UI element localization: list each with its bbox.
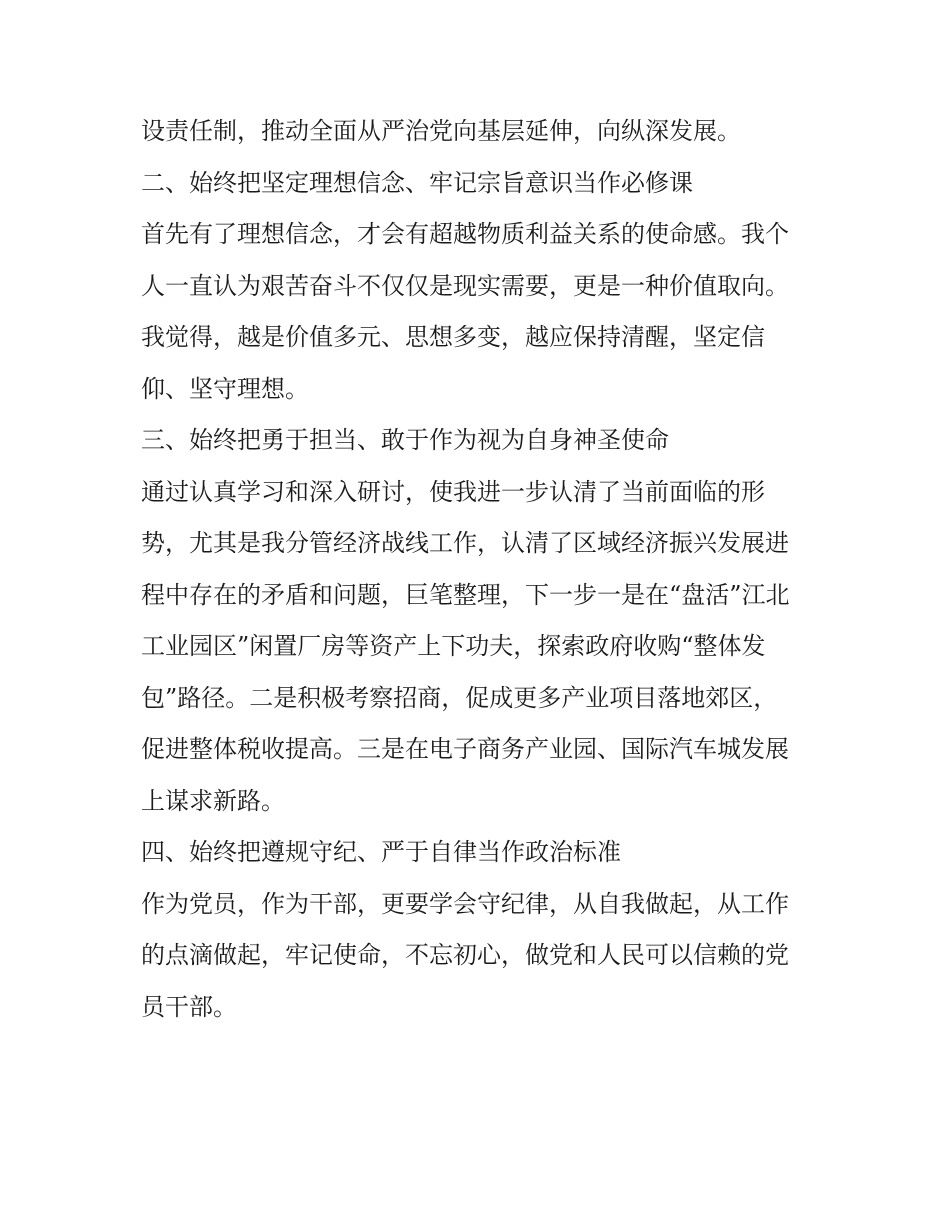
- section-heading-2: 二、始终把坚定理想信念、牢记宗旨意识当作必修课: [141, 168, 693, 197]
- body-text-line: 我觉得，越是价值多元、思想多变，越应保持清醒，坚定信: [141, 323, 765, 351]
- body-text-line: 上谋求新路。: [141, 786, 285, 815]
- body-text-line: 作为党员，作为干部，更要学会守纪律，从自我做起，从工作: [141, 889, 789, 918]
- body-text-line: 势，尤其是我分管经济战线工作，认清了区域经济振兴发展进: [141, 529, 789, 557]
- body-text-line: 工业园区”闲置厂房等资产上下功夫，探索政府收购“整体发: [141, 632, 766, 660]
- body-text-line: 包”路径。二是积极考察招商，促成更多产业项目落地郊区，: [141, 683, 778, 712]
- body-text-line: 程中存在的矛盾和问题，巨笔整理，下一步一是在“盘活”江北: [141, 580, 790, 609]
- body-text-line: 员干部。: [141, 992, 237, 1021]
- section-heading-3: 三、始终把勇于担当、敢于作为视为自身神圣使命: [141, 426, 669, 454]
- body-text-line: 设责任制，推动全面从严治党向基层延伸，向纵深发展。: [141, 117, 741, 145]
- section-heading-4: 四、始终把遵规守纪、严于自律当作政治标准: [141, 838, 621, 866]
- body-text-line: 仰、坚守理想。: [141, 374, 309, 403]
- body-text-line: 通过认真学习和深入研讨，使我进一步认清了当前面临的形: [141, 477, 765, 506]
- body-text-line: 的点滴做起，牢记使命，不忘初心，做党和人民可以信赖的党: [141, 941, 789, 969]
- body-text-line: 人一直认为艰苦奋斗不仅仅是现实需要，更是一种价值取向。: [141, 271, 789, 300]
- body-text-line: 首先有了理想信念，才会有超越物质利益关系的使命感。我个: [141, 220, 789, 248]
- body-text-line: 促进整体税收提高。三是在电子商务产业园、国际汽车城发展: [141, 735, 789, 763]
- document-body: [141, 106, 821, 1033]
